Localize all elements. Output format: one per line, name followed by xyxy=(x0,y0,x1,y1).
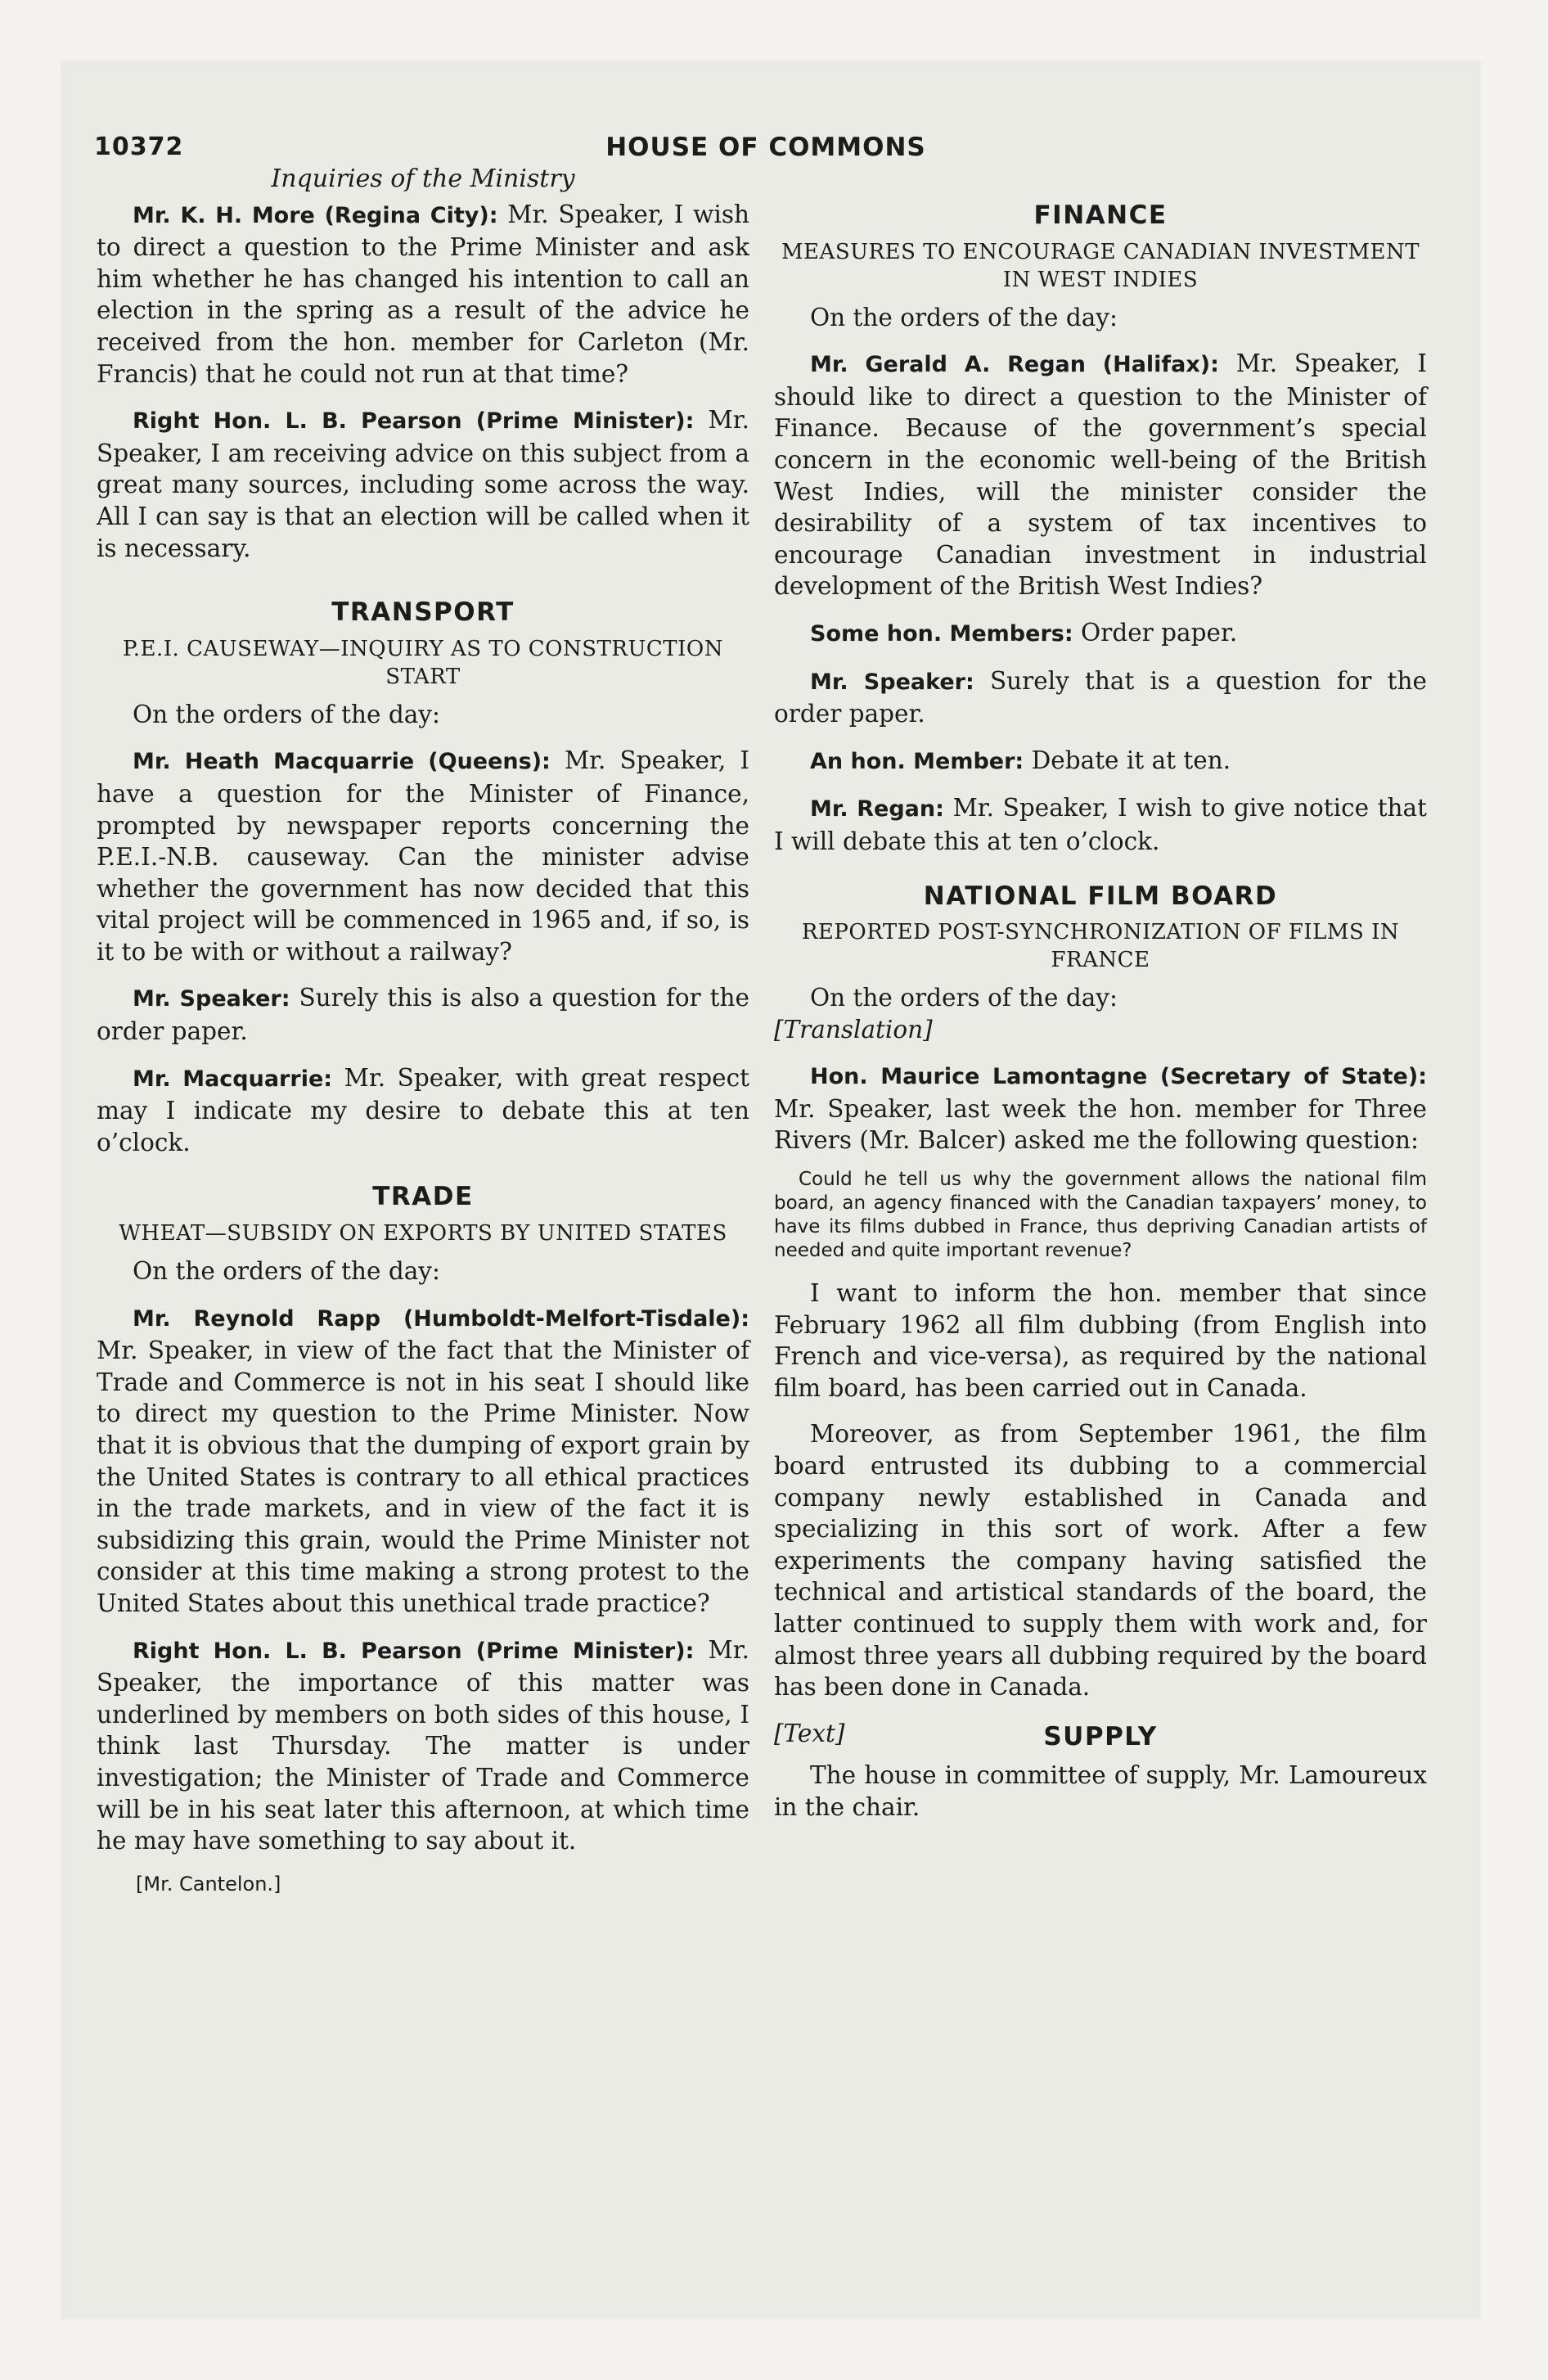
section-heading: FINANCE xyxy=(1033,201,1168,230)
orders-of-day: On the orders of the day: xyxy=(133,1257,440,1286)
paragraph xyxy=(97,745,749,967)
paragraph xyxy=(97,982,749,1047)
orders-of-day: On the orders of the day: xyxy=(133,700,440,728)
left-column xyxy=(97,164,749,1900)
paragraph xyxy=(774,665,1427,730)
paragraph xyxy=(97,1302,749,1620)
speech-text: Order paper. xyxy=(1081,618,1238,647)
speech-text: Surely this is also a question for the order paper. xyxy=(97,984,749,1046)
translation-tag: [Translation] xyxy=(774,1015,933,1044)
speech-text: Mr. Speaker, I am receiving advice on this subject from a great many sources, including some across the way. All I can say is that an election will be called when it is necessary. xyxy=(97,406,749,562)
speaker-name: Right Hon. L. B. Pearson (Prime Minister): xyxy=(133,408,695,435)
orders-of-day: On the orders of the day: xyxy=(810,303,1118,331)
orders-of-day: On the orders of the day: xyxy=(810,984,1118,1012)
paragraph: Moreover, as from September 1961, the film board entrusted its dubbing to a commercial company newly established in Canada and specializing in this sort of work. After a few experiments the company having satisfied the technical and artistical standards of the board, the latter continued to supply them with work and, for almost three years all dubbing required by the board has been done in Canada. xyxy=(774,1420,1427,1702)
speaker-name: Hon. Maurice Lamontagne (Secretary of State): xyxy=(810,1064,1427,1090)
speaker-name: Mr. Gerald A. Regan (Halifax): xyxy=(810,352,1219,378)
speaker-name: Some hon. Members: xyxy=(810,620,1073,647)
paragraph xyxy=(97,199,749,390)
running-head: HOUSE OF COMMONS xyxy=(605,133,926,162)
section-heading: NATIONAL FILM BOARD xyxy=(923,881,1278,911)
paragraph: I want to inform the hon. member that since February 1962 all film dubbing (from English into French and vice-versa), as required by the national film board, has been carried out in Canada. xyxy=(774,1279,1427,1402)
section-heading: TRANSPORT xyxy=(331,597,515,628)
paragraph xyxy=(774,348,1427,602)
speech-text: Mr. Speaker, last week the hon. member for Three Rivers (Mr. Balcer) asked me the following question: xyxy=(774,1094,1427,1155)
speaker-name: Mr. Regan: xyxy=(810,796,944,823)
speech-text: Mr. Speaker, I wish to direct a question to the Prime Minister and ask him whether he has changed his intention to call an election in the spring as a result of the advice he received from the hon. member for Carleton (Mr. Francis) that he could not run at that time? xyxy=(97,200,749,388)
quoted-question: Could he tell us why the government allows the national film board, an agency financed with the Canadian taxpayers’ money, to have its films dubbed in France, thus depriving Canadian artists of needed and quite important revenue? xyxy=(774,1169,1427,1262)
paragraph xyxy=(97,1634,749,1857)
subheading: WHEAT—SUBSIDY ON EXPORTS BY UNITED STATES xyxy=(119,1221,727,1246)
speaker-name: Mr. Heath Macquarrie (Queens): xyxy=(133,749,551,775)
speaker-name: Mr. Speaker: xyxy=(133,986,290,1012)
speaker-name: Mr. Reynold Rapp (Humboldt-Melfort-Tisdale): xyxy=(133,1305,749,1332)
speaker-name: Mr. K. H. More (Regina City): xyxy=(133,202,498,228)
subheading: REPORTED POST-SYNCHRONIZATION OF FILMS IN FRANCE xyxy=(801,920,1400,973)
speaker-name: Mr. Macquarrie: xyxy=(133,1066,333,1092)
section-heading: SUPPLY xyxy=(1043,1722,1158,1752)
paragraph xyxy=(97,404,749,564)
text-tag: [Text] xyxy=(774,1719,845,1747)
speech-text: Mr. Speaker, in view of the fact that the Minister of Trade and Commerce is not in his seat I should like to direct my question to the Prime Minister. Now that it is obvious that the dumping of export grain by the United States is contrary to all ethical practices in the trade markets, and in view of the fact it is subsidizing this grain, would the Prime Minister not consider at this time making a strong protest to the United States about this unethical trade practice? xyxy=(97,1336,749,1617)
speech-text: Mr. Speaker, I wish to give notice that I will debate this at ten o’clock. xyxy=(774,794,1427,855)
speech-text: Mr. Speaker, the importance of this matter was underlined by members on both sides of this house, I think last Thursday. The matter is under investigation; the Minister of Trade and Commerce will be in his seat later this afternoon, at which time he may have something to say about it. xyxy=(97,1635,749,1855)
footer-note: [Mr. Cantelon.] xyxy=(136,1872,281,1895)
speaker-name: Mr. Speaker: xyxy=(810,669,974,695)
speaker-name: An hon. Member: xyxy=(810,748,1024,774)
paragraph xyxy=(774,617,1427,651)
paragraph xyxy=(774,745,1427,778)
right-column xyxy=(774,164,1427,1823)
paragraph xyxy=(774,792,1427,857)
paragraph: The house in committee of supply, Mr. Lamoureux in the chair. xyxy=(774,1760,1427,1821)
speech-text: Mr. Speaker, with great respect may I indicate my desire to debate this at ten o’clock. xyxy=(97,1063,749,1156)
paragraph xyxy=(774,1060,1427,1156)
subheading: MEASURES TO ENCOURAGE CANADIAN INVESTMENT IN WEST INDIES xyxy=(781,239,1420,292)
speech-text: Mr. Speaker, I have a question for the Minister of Finance, prompted by newspaper reports concerning the P.E.I.-N.B. causeway. Can the minister advise whether the government has now decided that this vital project will be commenced in 1965 and, if so, is it to be with or without a railway? xyxy=(97,746,749,966)
section-title: Inquiries of the Ministry xyxy=(271,165,575,193)
subheading: P.E.I. CAUSEWAY—INQUIRY AS TO CONSTRUCTION START xyxy=(123,636,723,689)
speech-text: Mr. Speaker, I should like to direct a question to the Minister of Finance. Because of the government’s special concern in the economic well-being of the British West Indies, will the minister consider the desirability of a system of tax incentives to encourage Canadian investment in industrial development of the British West Indies? xyxy=(774,349,1427,601)
speech-text: Surely that is a question for the order paper. xyxy=(774,666,1427,728)
section-heading: TRADE xyxy=(372,1182,474,1212)
speaker-name: Right Hon. L. B. Pearson (Prime Minister): xyxy=(133,1638,695,1664)
speech-text: Debate it at ten. xyxy=(1031,746,1231,774)
paragraph xyxy=(97,1062,749,1159)
page-number: 10372 xyxy=(94,133,184,161)
